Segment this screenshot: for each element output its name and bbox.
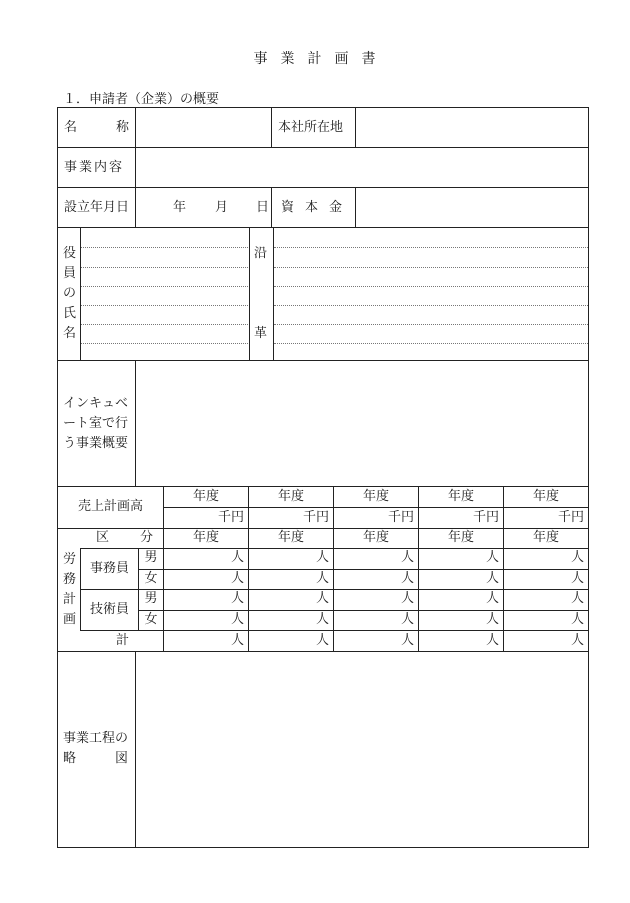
process-diagram-field[interactable]	[136, 652, 588, 847]
title-char: 書	[361, 51, 377, 67]
label-established: 設立年月日	[64, 200, 130, 215]
label-labor-3: 計	[63, 592, 77, 607]
label-name-1: 名	[64, 120, 78, 135]
headcount-cell[interactable]: 人	[570, 571, 584, 586]
label-capital-1: 資	[281, 200, 295, 215]
label-incubator-2: ート室で行	[63, 416, 129, 431]
headcount-cell[interactable]: 人	[400, 571, 414, 586]
title-char: 画	[334, 51, 350, 67]
sales-amount-cell[interactable]: 千円	[387, 510, 414, 525]
dotted-guide	[81, 305, 248, 306]
section-heading: １．申請者（企業）の概要	[63, 92, 220, 107]
column-divider	[271, 187, 272, 227]
headcount-cell[interactable]: 人	[315, 612, 329, 627]
label-category-1: 区	[96, 530, 110, 545]
label-business-content: 事業内容	[64, 160, 125, 175]
row-divider	[57, 528, 589, 529]
label-officers-1: 役	[63, 246, 77, 261]
date-unit-year: 年	[173, 200, 187, 215]
headcount-cell[interactable]: 人	[400, 591, 414, 606]
headcount-cell[interactable]: 人	[485, 612, 499, 627]
label-male: 男	[144, 591, 158, 606]
dotted-guide	[81, 286, 248, 287]
label-capital-2: 本	[305, 200, 319, 215]
headcount-cell[interactable]: 人	[400, 612, 414, 627]
business-content-field[interactable]	[136, 148, 588, 186]
sales-amount-cell[interactable]: 千円	[557, 510, 584, 525]
fiscal-year-header: 年度	[447, 530, 474, 545]
label-officers-2: 員	[63, 266, 77, 281]
capital-field[interactable]	[356, 188, 588, 226]
label-labor-2: 務	[63, 572, 77, 587]
label-female: 女	[144, 571, 158, 586]
label-officers-5: 名	[63, 326, 77, 341]
column-divider	[249, 227, 250, 360]
label-labor-4: 画	[63, 612, 77, 627]
label-sales-plan: 売上計画高	[77, 499, 143, 514]
sales-amount-cell[interactable]: 千円	[217, 510, 244, 525]
title-char: 事	[253, 51, 269, 67]
dotted-guide	[81, 267, 248, 268]
label-female: 女	[144, 612, 158, 627]
established-date-field[interactable]	[136, 188, 270, 226]
label-history-2: 革	[254, 326, 268, 341]
headcount-cell[interactable]: 人	[400, 550, 414, 565]
dotted-guide	[274, 247, 588, 248]
fiscal-year-header: 年度	[532, 530, 559, 545]
dotted-guide	[274, 305, 588, 306]
headcount-cell[interactable]: 人	[230, 612, 244, 627]
fiscal-year-header: 年度	[277, 489, 304, 504]
label-technical-staff: 技術員	[89, 602, 129, 617]
document-title	[0, 48, 630, 68]
dotted-guide	[274, 324, 588, 325]
headcount-cell[interactable]: 人	[230, 571, 244, 586]
label-name-2: 称	[116, 120, 130, 135]
fiscal-year-header: 年度	[447, 489, 474, 504]
fiscal-year-header: 年度	[192, 489, 219, 504]
row-divider	[138, 569, 589, 570]
dotted-guide	[274, 286, 588, 287]
headcount-cell[interactable]: 人	[485, 571, 499, 586]
row-divider	[57, 486, 589, 487]
headcount-cell[interactable]: 人	[570, 612, 584, 627]
headcount-total-cell[interactable]: 人	[485, 633, 499, 648]
label-category-2: 分	[140, 530, 154, 545]
fiscal-year-header: 年度	[532, 489, 559, 504]
headcount-cell[interactable]: 人	[570, 550, 584, 565]
fiscal-year-header: 年度	[192, 530, 219, 545]
label-history-1: 沿	[254, 246, 268, 261]
headcount-cell[interactable]: 人	[230, 591, 244, 606]
row-divider	[80, 548, 589, 549]
headcount-cell[interactable]: 人	[315, 550, 329, 565]
headcount-cell[interactable]: 人	[485, 591, 499, 606]
fiscal-year-header: 年度	[277, 530, 304, 545]
hq-address-field[interactable]	[356, 108, 588, 146]
label-incubator-1: インキュベ	[63, 396, 129, 411]
row-divider	[80, 630, 589, 631]
row-divider	[57, 227, 589, 228]
headcount-total-cell[interactable]: 人	[570, 633, 584, 648]
headcount-total-cell[interactable]: 人	[230, 633, 244, 648]
date-unit-day: 日	[256, 200, 270, 215]
column-divider	[271, 107, 272, 147]
label-hq-address: 本社所在地	[278, 120, 344, 135]
label-officers-4: 氏	[63, 306, 77, 321]
company-name-field[interactable]	[136, 108, 270, 146]
headcount-cell[interactable]: 人	[315, 591, 329, 606]
label-process-1: 事業工程の	[63, 731, 129, 746]
label-office-staff: 事務員	[89, 561, 129, 576]
dotted-guide	[81, 324, 248, 325]
row-divider	[163, 507, 589, 508]
headcount-total-cell[interactable]: 人	[400, 633, 414, 648]
date-unit-month: 月	[215, 200, 229, 215]
label-labor-1: 労	[63, 552, 77, 567]
dotted-guide	[274, 343, 588, 344]
row-divider	[80, 589, 589, 590]
headcount-cell[interactable]: 人	[315, 571, 329, 586]
dotted-guide	[274, 267, 588, 268]
title-char: 業	[280, 51, 296, 67]
headcount-cell[interactable]: 人	[570, 591, 584, 606]
fiscal-year-header: 年度	[362, 489, 389, 504]
fiscal-year-header: 年度	[362, 530, 389, 545]
headcount-cell[interactable]: 人	[230, 550, 244, 565]
label-process-2: 略 図	[63, 751, 129, 766]
label-officers-3: の	[63, 286, 77, 301]
label-male: 男	[144, 550, 158, 565]
label-total: 計	[116, 633, 130, 648]
label-incubator-3: う事業概要	[63, 436, 129, 451]
dotted-guide	[81, 343, 248, 344]
sales-amount-cell[interactable]: 千円	[302, 510, 329, 525]
incubator-overview-field[interactable]	[136, 361, 588, 485]
label-capital-3: 金	[329, 200, 343, 215]
sales-amount-cell[interactable]: 千円	[472, 510, 499, 525]
row-divider	[138, 610, 589, 611]
headcount-cell[interactable]: 人	[485, 550, 499, 565]
dotted-guide	[81, 247, 248, 248]
headcount-total-cell[interactable]: 人	[315, 633, 329, 648]
title-char: 計	[307, 51, 323, 67]
